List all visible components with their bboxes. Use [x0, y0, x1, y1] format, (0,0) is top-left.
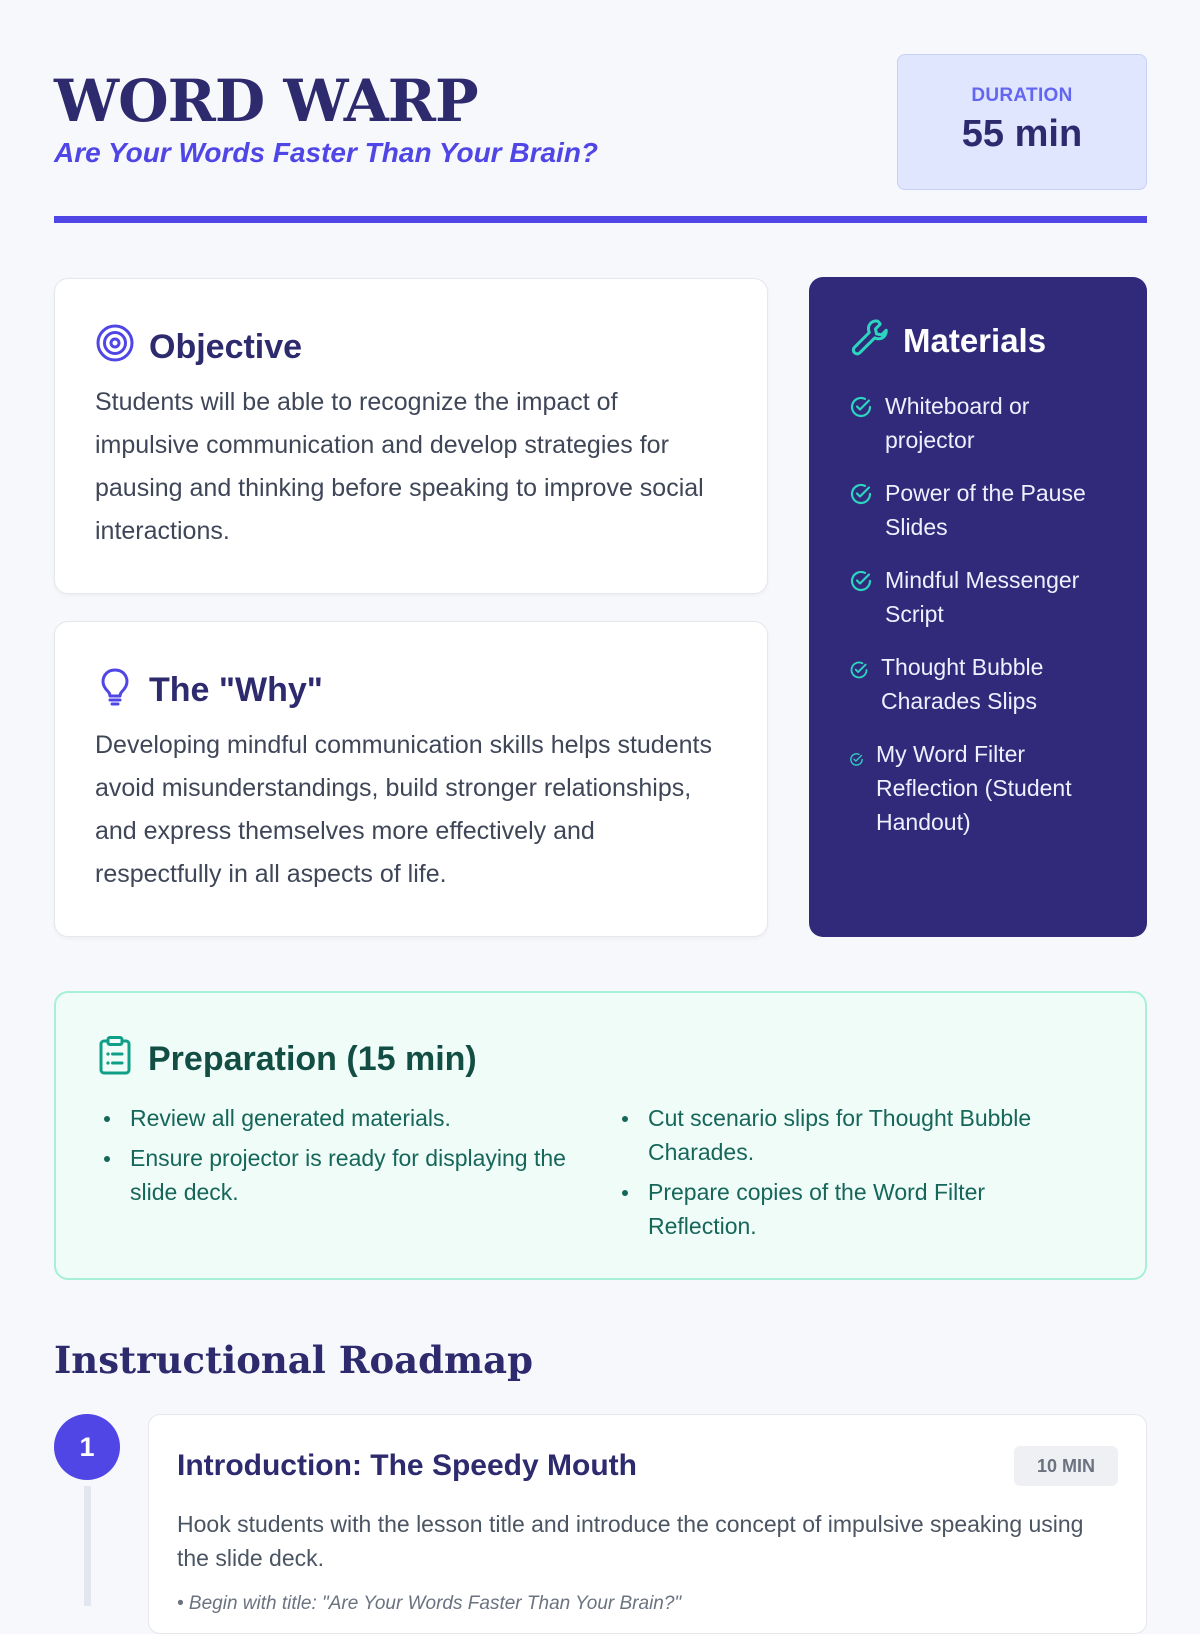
why-heading: [95, 666, 323, 715]
page-title: WORD WARP: [54, 67, 478, 135]
duration-badge: [897, 54, 1147, 190]
objective-text: Students will be able to recognize the impact of impulsive communication and develop strategies for pausing and thinking before speaking to improve social interactions.: [95, 388, 704, 545]
preparation-title: Preparation (15 min): [148, 1040, 477, 1078]
target-icon: [95, 323, 135, 372]
list-item: [849, 737, 1119, 839]
roadmap-step-card: [148, 1414, 1147, 1634]
list-item: Ensure projector is ready for displaying the slide deck.: [96, 1141, 566, 1209]
step-description: Hook students with the lesson title and introduce the concept of impulsive speaking using the slide deck.: [177, 1511, 1084, 1571]
preparation-column-right: [614, 1101, 1084, 1249]
preparation-card: [54, 991, 1147, 1280]
step-note: • Begin with title: "Are Your Words Faster Than Your Brain?": [177, 1593, 682, 1614]
check-circle-icon: [849, 568, 873, 602]
list-item: [849, 389, 1119, 457]
check-circle-icon: [849, 481, 873, 515]
check-circle-icon: [849, 394, 873, 428]
list-item: [849, 650, 1119, 718]
list-item: [849, 563, 1119, 631]
clipboard-icon: [96, 1035, 134, 1084]
material-label: Thought Bubble Charades Slips: [881, 654, 1044, 714]
page-subtitle: Are Your Words Faster Than Your Brain?: [54, 137, 599, 168]
roadmap-heading: Instructional Roadmap: [54, 1338, 533, 1382]
material-label: Whiteboard or projector: [885, 393, 1030, 453]
duration-label: DURATION: [971, 85, 1073, 106]
timeline-connector: [84, 1486, 91, 1606]
step-number-badge: 1: [54, 1414, 120, 1480]
header: [54, 52, 1147, 224]
objective-heading: [95, 323, 302, 372]
check-circle-icon: [849, 655, 869, 689]
preparation-column-left: [96, 1101, 566, 1215]
step-title: Introduction: The Speedy Mouth: [177, 1449, 637, 1482]
header-divider: [54, 216, 1147, 223]
materials-heading: [849, 317, 1046, 365]
materials-list: [849, 389, 1119, 858]
why-text: Developing mindful communication skills helps students avoid misunderstandings, build stronger relationships, and express themselves more effectively and respectfully in all aspects of life.: [95, 731, 712, 888]
preparation-heading: [96, 1035, 477, 1084]
list-item: Cut scenario slips for Thought Bubble Charades.: [614, 1101, 1084, 1169]
materials-title: Materials: [903, 322, 1047, 359]
objective-title: Objective: [149, 328, 303, 366]
why-card: [54, 621, 768, 937]
list-item: Prepare copies of the Word Filter Reflection.: [614, 1175, 1084, 1243]
materials-card: [809, 277, 1147, 937]
lesson-plan-page: [54, 0, 1147, 1614]
wrench-icon: [849, 317, 889, 365]
duration-value: 55 min: [961, 113, 1083, 155]
list-item: Review all generated materials.: [96, 1101, 566, 1135]
material-label: My Word Filter Reflection (Student Handout): [876, 741, 1072, 835]
why-title: The "Why": [149, 671, 323, 709]
material-label: Power of the Pause Slides: [885, 480, 1086, 540]
list-item: [849, 476, 1119, 544]
material-label: Mindful Messenger Script: [885, 567, 1080, 627]
step-duration-badge: 10 MIN: [1014, 1446, 1118, 1486]
objective-card: [54, 278, 768, 594]
check-circle-icon: [849, 742, 864, 776]
lightbulb-icon: [95, 666, 135, 715]
